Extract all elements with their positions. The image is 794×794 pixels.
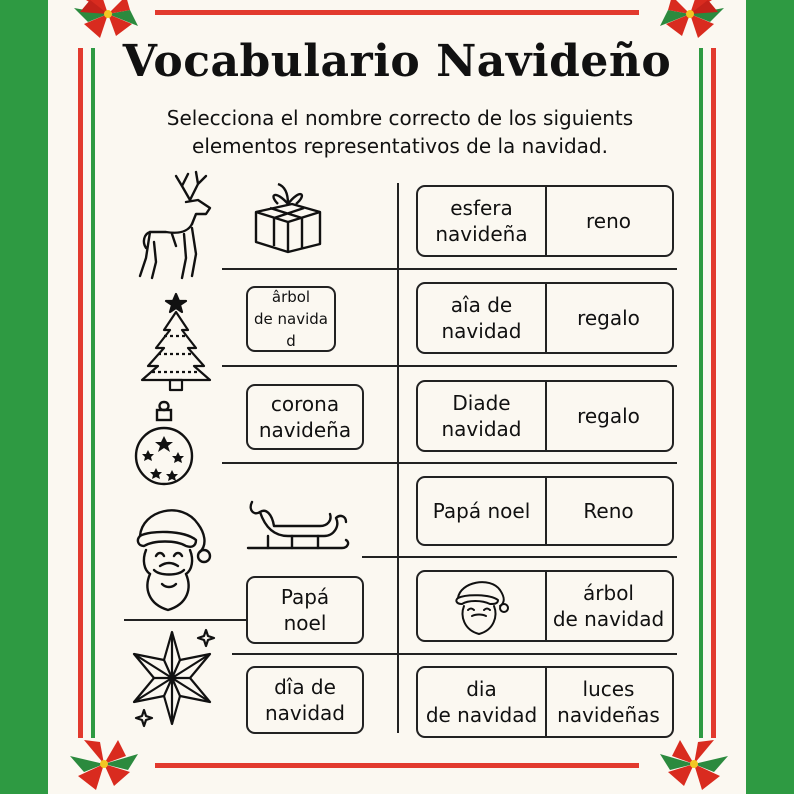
answer-choice[interactable] (545, 284, 672, 352)
row-line (362, 556, 677, 558)
row-line (222, 268, 677, 270)
instructions-line-2: elementos representativos de la navidad. (192, 134, 608, 158)
option-text-line-1: dîa de (274, 675, 336, 699)
answer-choice[interactable] (418, 187, 547, 255)
answer-choice[interactable] (418, 572, 547, 640)
answer-text-line-1: regalo (577, 306, 640, 330)
poinsettia-icon (58, 724, 158, 794)
option-text-line-1: Papá (280, 585, 330, 609)
instructions (120, 104, 680, 160)
left-red-border (78, 48, 83, 738)
christmas-tree-icon (136, 292, 216, 392)
left-option-box[interactable] (246, 666, 364, 734)
left-option-box[interactable] (246, 286, 336, 352)
top-red-border (155, 10, 639, 15)
answer-choice[interactable] (418, 478, 547, 544)
reindeer-icon (132, 168, 218, 282)
answer-row[interactable] (416, 666, 674, 738)
answer-text-line-1: dia (466, 677, 497, 701)
answer-choice[interactable] (545, 382, 672, 450)
answer-text-line-1: regalo (577, 404, 640, 428)
answer-text-line-1: Papá noel (432, 499, 531, 523)
answer-text-line-1: aîa de (450, 293, 513, 317)
row-line (232, 653, 677, 655)
answer-text-line-1: árbol (583, 581, 634, 605)
answer-text-line-1: esfera (450, 196, 513, 220)
gift-icon (248, 180, 326, 254)
left-option-box[interactable] (246, 576, 364, 644)
answer-text-line-1: reno (586, 209, 631, 233)
bottom-red-border (155, 763, 639, 768)
answer-text-line-2: de navidad (552, 607, 665, 631)
option-text-line-2: navideña (258, 418, 352, 442)
row-line (222, 462, 677, 464)
answer-text-line-2: de navidad (425, 703, 538, 727)
right-green-border (699, 48, 703, 738)
answer-text-line-1: luces (582, 677, 635, 701)
answer-row[interactable] (416, 185, 674, 257)
option-text-line-1: corona (270, 392, 340, 416)
answer-text-line-2: navideña (435, 222, 528, 246)
answer-choice[interactable] (545, 572, 672, 640)
right-red-border (711, 48, 716, 738)
instructions-line-1: Selecciona el nombre correcto de los siguients (166, 106, 634, 130)
answer-text-line-1: Diade (452, 391, 511, 415)
answer-choice[interactable] (545, 478, 672, 544)
left-green-border (91, 48, 95, 738)
option-text-line-2: navidad (265, 701, 345, 725)
answer-choice[interactable] (418, 668, 547, 736)
answer-choice[interactable] (545, 187, 672, 255)
answer-choice[interactable] (545, 668, 672, 736)
option-text-line-2: de navida d (254, 310, 328, 350)
santa-icon (450, 576, 514, 636)
option-text-line-1: ârbol (271, 288, 311, 306)
column-divider (397, 183, 399, 733)
answer-row[interactable] (416, 476, 674, 546)
answer-text-line-2: navidad (441, 319, 522, 343)
answer-text-line-2: navideñas (557, 703, 660, 727)
answer-text-line-1: Reno (583, 499, 634, 523)
sleigh-icon (244, 494, 352, 556)
left-option-box[interactable] (246, 384, 364, 450)
answer-text-line-2: navidad (441, 417, 522, 441)
option-text-line-2: noel (283, 611, 327, 635)
answer-row[interactable] (416, 570, 674, 642)
row-line (124, 619, 247, 621)
star-icon (128, 624, 220, 730)
page-title: Vocabulario Navideño (122, 36, 672, 87)
answer-row[interactable] (416, 282, 674, 354)
row-line (222, 365, 677, 367)
ornament-icon (134, 400, 194, 494)
answer-choice[interactable] (418, 382, 547, 450)
answer-choice[interactable] (418, 284, 547, 352)
santa-icon (130, 500, 214, 612)
answer-row[interactable] (416, 380, 674, 452)
